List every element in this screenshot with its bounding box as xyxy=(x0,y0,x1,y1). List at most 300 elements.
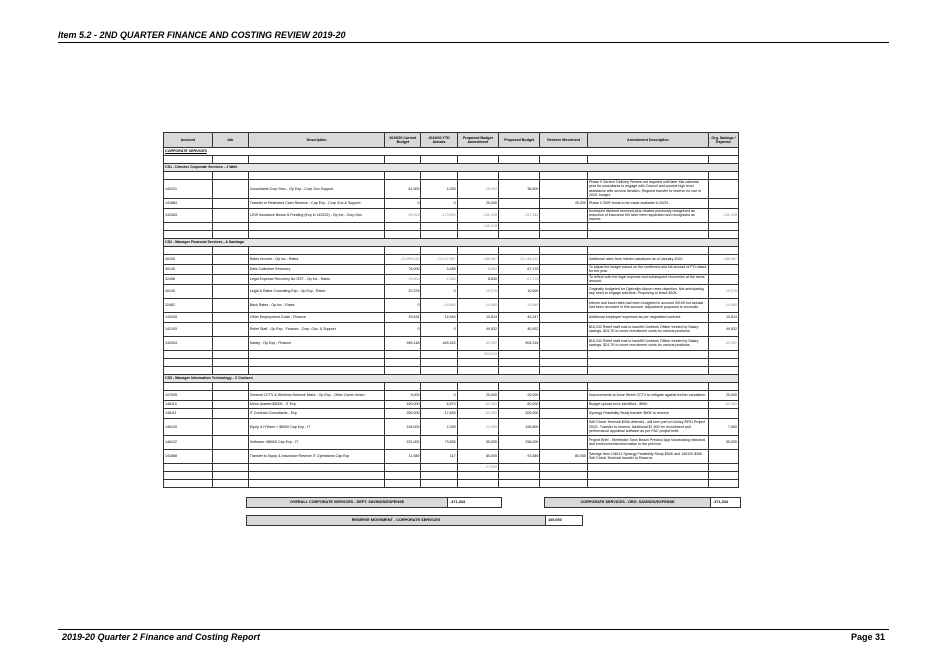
proposed-budget-cell: 10,000 xyxy=(499,284,540,298)
account-cell: 146110 xyxy=(164,400,213,408)
empty-cell xyxy=(212,358,248,366)
amendment-description-cell: Phase II SDR funds to be made available in 20/21. xyxy=(587,198,708,208)
col-org-savings-header: Org. Savings / Expense xyxy=(708,133,738,148)
group-title-row xyxy=(164,374,739,382)
amendment-description-cell: Self Check Terminal $30k deferred - will form part of Library RFID Project 20/21. Transfer to reserve. Additional $7,500 for recruitment and performance appraisal software as per P&C project brief. xyxy=(587,418,708,435)
amendment-cell: -140,418 xyxy=(457,208,498,222)
empty-cell xyxy=(708,463,738,471)
empty-cell xyxy=(421,246,457,254)
current-budget-cell: 945,148 xyxy=(385,336,421,350)
empty-cell xyxy=(708,246,738,254)
ytd-actuals-cell: 449,422 xyxy=(421,336,457,350)
amendment-cell: -25,000 xyxy=(457,180,498,199)
empty-cell xyxy=(164,246,213,254)
empty-cell xyxy=(421,479,457,487)
empty-cell xyxy=(587,246,708,254)
empty-cell xyxy=(540,230,588,238)
amendment-cell: -50,000 xyxy=(457,408,498,418)
table-row xyxy=(164,180,739,199)
empty-cell xyxy=(587,222,708,230)
footer-report-title: 2019-20 Quarter 2 Finance and Costing Report xyxy=(62,632,261,642)
org-savings-cell xyxy=(708,180,738,199)
reserve-total-box xyxy=(246,515,583,526)
empty-cell xyxy=(421,350,457,358)
empty-cell xyxy=(164,156,213,164)
org-savings-cell: 10,813 xyxy=(708,312,738,322)
empty-cell xyxy=(385,350,421,358)
empty-cell xyxy=(212,471,248,479)
org-savings-cell: 35,000 xyxy=(708,435,738,449)
job-cell xyxy=(212,254,248,264)
current-budget-cell: -22,959,445 xyxy=(385,254,421,264)
org-savings-cell xyxy=(708,264,738,274)
account-cell: 142004 xyxy=(164,336,213,350)
empty-cell xyxy=(164,350,213,358)
amendment-description-cell: Originally budgeted for Djarindjin Airport rates objection. Not anticipating any need to engage solicitors. Proposing to leave $10K. xyxy=(587,284,708,298)
reserve-movement-cell xyxy=(540,208,588,222)
account-cell: 142193 xyxy=(164,322,213,336)
job-cell xyxy=(212,400,248,408)
empty-cell xyxy=(248,471,385,479)
current-budget-cell: 250,000 xyxy=(385,408,421,418)
table-row xyxy=(164,390,739,400)
proposed-budget-cell: -67,170 xyxy=(499,274,540,284)
ytd-actuals-cell: 6,570 xyxy=(421,400,457,408)
current-budget-cell: 9,000 xyxy=(385,390,421,400)
table-row xyxy=(164,322,739,336)
group-subtotal-row xyxy=(164,350,739,358)
empty-cell xyxy=(385,246,421,254)
empty-cell xyxy=(499,172,540,180)
proposed-budget-cell: 29,000 xyxy=(499,390,540,400)
org-total-value: -371,334 xyxy=(713,500,728,504)
table-row xyxy=(164,264,739,274)
empty-cell xyxy=(212,222,248,230)
table-body xyxy=(164,148,739,488)
proposed-budget-cell: -14,880 xyxy=(499,298,540,312)
description-cell: Other Employment Costs - Finance xyxy=(248,312,385,322)
account-cell: 30149 xyxy=(164,284,213,298)
empty-cell xyxy=(248,246,385,254)
table-row xyxy=(164,274,739,284)
job-cell xyxy=(212,180,248,199)
empty-cell xyxy=(540,222,588,230)
empty-cell xyxy=(164,366,213,374)
empty-cell xyxy=(708,350,738,358)
proposed-budget-cell: 67,170 xyxy=(499,264,540,274)
org-total-label: CORPORATE SERVICES - ORG. SAVINGS/EXPENSE xyxy=(545,498,711,507)
ytd-actuals-cell: -14,880 xyxy=(421,298,457,312)
reserve-movement-cell xyxy=(540,274,588,284)
empty-cell xyxy=(708,382,738,390)
empty-cell xyxy=(587,358,708,366)
current-budget-cell: 150,000 xyxy=(385,400,421,408)
empty-cell xyxy=(212,366,248,374)
empty-cell xyxy=(385,471,421,479)
current-budget-cell: 218,000 xyxy=(385,418,421,435)
empty-cell xyxy=(587,366,708,374)
amendment-cell: -90,000 xyxy=(457,400,498,408)
empty-cell xyxy=(540,358,588,366)
org-savings-cell xyxy=(708,198,738,208)
current-budget-cell: 0 xyxy=(385,298,421,312)
org-savings-cell: -14,880 xyxy=(708,298,738,312)
empty-cell xyxy=(164,479,213,487)
empty-cell xyxy=(421,222,457,230)
current-budget-cell: -96,924 xyxy=(385,208,421,222)
reserve-movement-cell xyxy=(540,254,588,264)
account-cell: 30145 xyxy=(164,264,213,274)
reserve-total-value: 105,000 xyxy=(548,518,562,522)
proposed-budget-cell: 40,247 xyxy=(499,312,540,322)
table-row xyxy=(164,208,739,222)
empty-cell xyxy=(164,471,213,479)
reserve-movement-cell: 25,000 xyxy=(540,198,588,208)
reserve-movement-cell xyxy=(540,322,588,336)
empty-cell xyxy=(708,156,738,164)
group-title: CS1 - Director Corporate Services - J Watt xyxy=(164,164,739,172)
org-savings-cell: -90,000 xyxy=(708,400,738,408)
reserve-movement-cell xyxy=(540,435,588,449)
job-cell xyxy=(212,435,248,449)
amendment-cell: -14,880 xyxy=(457,298,498,312)
account-cell: 30105 xyxy=(164,254,213,264)
empty-cell xyxy=(385,463,421,471)
ytd-actuals-cell: 0 xyxy=(421,284,457,298)
account-cell: 142039 xyxy=(164,312,213,322)
description-cell: Software >$5000 Cap Exp - IT xyxy=(248,435,385,449)
current-budget-cell: 29,434 xyxy=(385,312,421,322)
empty-cell xyxy=(587,471,708,479)
empty-cell xyxy=(499,463,540,471)
job-cell xyxy=(212,449,248,463)
account-cell: 142283 xyxy=(164,208,213,222)
amendment-description-cell: Increased dividend received plus rebates previously recognised as reduction of insurance bill have been separated and recognised as income. xyxy=(587,208,708,222)
empty-cell xyxy=(212,156,248,164)
description-cell: Salary - Op Exp - Finance xyxy=(248,336,385,350)
empty-cell xyxy=(540,479,588,487)
job-cell xyxy=(212,208,248,222)
empty-cell xyxy=(248,222,385,230)
ytd-actuals-cell: 15,944 xyxy=(421,312,457,322)
job-cell xyxy=(212,264,248,274)
amendment-cell: -40,932 xyxy=(457,336,498,350)
reserve-movement-cell xyxy=(540,312,588,322)
org-savings-cell xyxy=(708,274,738,284)
proposed-budget-cell: 36,500 xyxy=(499,180,540,199)
org-total-box xyxy=(544,497,741,508)
reserve-movement-cell xyxy=(540,336,588,350)
empty-cell xyxy=(587,479,708,487)
ytd-actuals-cell: 3,455 xyxy=(421,264,457,274)
amendment-cell: -22,500 xyxy=(457,418,498,435)
spacer-row xyxy=(164,156,739,164)
job-cell xyxy=(212,390,248,400)
empty-cell xyxy=(499,222,540,230)
org-savings-cell: 40,932 xyxy=(708,322,738,336)
proposed-budget-cell: 256,000 xyxy=(499,435,540,449)
group-subtotal: -27,500 xyxy=(457,463,498,471)
account-cell: 142231 xyxy=(164,180,213,199)
group-title: CS5 - Manager Information Technology - C Coulson xyxy=(164,374,739,382)
col-ytd-actuals-header: 2019/20 YTD Actuals xyxy=(421,133,457,148)
amendment-cell: 35,000 xyxy=(457,435,498,449)
empty-cell xyxy=(540,246,588,254)
empty-cell xyxy=(499,156,540,164)
description-cell: Relief Staff - Op Exp - Finance - Corp. Gov. & Support xyxy=(248,322,385,336)
empty-cell xyxy=(248,350,385,358)
col-amendment-description-header: Amendment Description xyxy=(587,133,708,148)
description-cell: Back Rates - Op Inc - Rates xyxy=(248,298,385,312)
spacer-row xyxy=(164,479,739,487)
empty-cell xyxy=(385,358,421,366)
empty-cell xyxy=(248,382,385,390)
ytd-actuals-cell: 4,393 xyxy=(421,180,457,199)
empty-cell xyxy=(457,382,498,390)
page-header-title: Item 5.2 - 2ND QUARTER FINANCE AND COSTING REVIEW 2019-20 xyxy=(58,30,346,40)
spacer-row xyxy=(164,366,739,374)
col-description-header: Description xyxy=(248,133,385,148)
footer-rule xyxy=(58,629,889,630)
spacer-row xyxy=(164,230,739,238)
org-savings-cell: -40,932 xyxy=(708,336,738,350)
empty-cell xyxy=(248,172,385,180)
empty-cell xyxy=(708,172,738,180)
amendment-description-cell: Synergy Feasibility Study transfer $50K to reserve xyxy=(587,408,708,418)
amendment-cell: 40,932 xyxy=(457,322,498,336)
ytd-actuals-cell: 17,635 xyxy=(421,408,457,418)
table-row xyxy=(164,408,739,418)
empty-cell xyxy=(421,382,457,390)
empty-cell xyxy=(385,230,421,238)
account-cell: 107035 xyxy=(164,390,213,400)
table-row xyxy=(164,418,739,435)
amendment-description-cell: Additional rates from interim valuations as of January 2020. xyxy=(587,254,708,264)
amendment-description-cell: Improvements to Anne Street CCTV to mitigate against further vandalism. xyxy=(587,390,708,400)
current-budget-cell: 0 xyxy=(385,322,421,336)
account-cell: 146111 xyxy=(164,408,213,418)
empty-cell xyxy=(708,471,738,479)
amendment-description-cell: $16,232 Relief staff cost to backfill Creditors Officer funded by Salary savings. $24.7K to cover recruitment costs for various positions. xyxy=(587,322,708,336)
amendment-description-cell: Interim and back rates had been budgeted in account 30105 but actuals had been recorded in this account. Adjustment proposed to reconcile. xyxy=(587,298,708,312)
proposed-budget-cell: 200,000 xyxy=(499,408,540,418)
job-cell xyxy=(212,274,248,284)
empty-cell xyxy=(164,172,213,180)
description-cell: Transfer to Equip & Insurance Reserve IT Operations Cap Exp xyxy=(248,449,385,463)
empty-cell xyxy=(248,156,385,164)
current-budget-cell: 61,500 xyxy=(385,180,421,199)
ytd-actuals-cell: 117 xyxy=(421,449,457,463)
amendment-cell: 10,813 xyxy=(457,312,498,322)
empty-cell xyxy=(421,156,457,164)
empty-cell xyxy=(708,358,738,366)
description-cell: Debt Collection Recovery xyxy=(248,264,385,274)
empty-cell xyxy=(587,463,708,471)
current-budget-cell: 0 xyxy=(385,198,421,208)
amendment-cell: 8,830 xyxy=(457,274,498,284)
account-cell: 141888 xyxy=(164,449,213,463)
amendment-cell: -8,830 xyxy=(457,264,498,274)
empty-cell xyxy=(164,222,213,230)
proposed-budget-cell: -237,342 xyxy=(499,208,540,222)
table-row xyxy=(164,254,739,264)
proposed-budget-cell: 904,216 xyxy=(499,336,540,350)
ytd-actuals-cell: 0 xyxy=(421,198,457,208)
empty-cell xyxy=(457,156,498,164)
job-cell xyxy=(212,284,248,298)
table-row xyxy=(164,312,739,322)
amendment-description-cell: Savings from 146111 Synergy Feasibility Study $50K and 146120 $30K Self Check Terminal transfer to Reserve. xyxy=(587,449,708,463)
empty-cell xyxy=(212,350,248,358)
header-rule xyxy=(58,42,889,43)
dept-total-value: -371,334 xyxy=(450,500,465,504)
description-cell: Transfer to Restricted Cash Reserve - Cap Exp - Corp Gov & Support xyxy=(248,198,385,208)
empty-cell xyxy=(212,463,248,471)
empty-cell xyxy=(457,230,498,238)
amendment-description-cell: To adjust the budget based on the confirmed and full amount of PO raised for the year. xyxy=(588,264,707,274)
empty-cell xyxy=(421,172,457,180)
table-row xyxy=(164,284,739,298)
empty-cell xyxy=(540,172,588,180)
job-cell xyxy=(212,336,248,350)
empty-cell xyxy=(457,172,498,180)
empty-cell xyxy=(587,230,708,238)
col-proposed-budget-header: Proposed Budget xyxy=(499,133,540,148)
empty-cell xyxy=(499,358,540,366)
amendment-cell: -10,376 xyxy=(457,284,498,298)
table-row xyxy=(164,449,739,463)
empty-cell xyxy=(421,471,457,479)
group-subtotal: -203,410 xyxy=(457,350,498,358)
reserve-movement-cell xyxy=(540,284,588,298)
col-account-header: Account xyxy=(164,133,213,148)
empty-cell xyxy=(540,471,588,479)
empty-cell xyxy=(248,463,385,471)
empty-cell xyxy=(499,471,540,479)
current-budget-cell: 76,000 xyxy=(385,264,421,274)
org-savings-cell: -140,418 xyxy=(708,208,738,222)
org-savings-cell xyxy=(708,449,738,463)
table-row xyxy=(164,400,739,408)
proposed-budget-cell: -23,148,412 xyxy=(499,254,540,264)
amendment-description-cell: Phase II Service Delivery Review not required until later this calendar year for consultants to engage with Council and provide high level assistance with second iteration. Request transfer to reserve for use in 20/21 budget. xyxy=(587,180,708,199)
col-budget-amendment-header: Proposed Budget Amendment xyxy=(457,133,498,148)
spacer-row xyxy=(164,382,739,390)
empty-cell xyxy=(499,366,540,374)
spacer-row xyxy=(164,172,739,180)
empty-cell xyxy=(457,479,498,487)
current-budget-cell: 221,000 xyxy=(385,435,421,449)
description-cell: Rates Income - Op Inc - Rates xyxy=(248,254,385,264)
empty-cell xyxy=(587,382,708,390)
current-budget-cell: 20,376 xyxy=(385,284,421,298)
reserve-movement-cell xyxy=(540,264,588,274)
reserve-movement-cell xyxy=(540,408,588,418)
empty-cell xyxy=(421,366,457,374)
empty-cell xyxy=(457,358,498,366)
table-row xyxy=(164,435,739,449)
empty-cell xyxy=(421,230,457,238)
description-cell: Legal Expense Recovery No GST - Op Inc - Rates xyxy=(248,274,385,284)
job-cell xyxy=(212,298,248,312)
empty-cell xyxy=(708,479,738,487)
empty-cell xyxy=(212,230,248,238)
job-cell xyxy=(212,198,248,208)
empty-cell xyxy=(212,479,248,487)
table-row xyxy=(164,336,739,350)
table-row xyxy=(164,298,739,312)
amendment-cell: 80,000 xyxy=(457,449,498,463)
account-cell: 146122 xyxy=(164,435,213,449)
table-row xyxy=(164,198,739,208)
description-cell: General CCTV & Wireless Network Maint - Op Exp - Other Comm Amen xyxy=(248,390,385,400)
empty-cell xyxy=(499,382,540,390)
description-cell: Consultants Corp Serv - Op Exp - Corp Gov Support xyxy=(248,180,385,199)
col-reserve-movement-header: Reserve Movement xyxy=(540,133,588,148)
empty-cell xyxy=(248,479,385,487)
job-cell xyxy=(212,408,248,418)
amendment-cell: 20,000 xyxy=(457,390,498,400)
reserve-movement-cell: 80,000 xyxy=(540,449,588,463)
empty-cell xyxy=(385,222,421,230)
table-header-row xyxy=(164,133,739,148)
group-title: CS2 - Manager Financial Services - A Santiago xyxy=(164,238,739,246)
empty-cell xyxy=(499,479,540,487)
empty-cell xyxy=(587,172,708,180)
reserve-movement-cell xyxy=(540,400,588,408)
proposed-budget-cell: 60,000 xyxy=(499,400,540,408)
proposed-budget-cell: 40,932 xyxy=(499,322,540,336)
reserve-movement-cell xyxy=(540,418,588,435)
empty-cell xyxy=(499,230,540,238)
empty-cell xyxy=(164,463,213,471)
amendment-cell: -188,967 xyxy=(457,254,498,264)
ytd-actuals-cell: 0 xyxy=(421,390,457,400)
section-title: CORPORATE SERVICES xyxy=(164,148,739,156)
description-cell: Legal & Rates Consulting Exp - Op Exp - Rates xyxy=(248,284,385,298)
empty-cell xyxy=(540,366,588,374)
group-subtotal: -140,418 xyxy=(457,222,498,230)
empty-cell xyxy=(385,172,421,180)
org-savings-cell: 7,500 xyxy=(708,418,738,435)
description-cell: Equip & H'Ware > $5000 Cap Exp - IT xyxy=(248,418,385,435)
org-savings-cell xyxy=(708,408,738,418)
description-cell: LGIS Insurance Bonus & Funding (Exp in 142232) - Op Inc - Corp Gov xyxy=(248,208,385,222)
proposed-budget-cell: 91,589 xyxy=(499,449,540,463)
amendment-cell: 25,000 xyxy=(457,198,498,208)
account-cell: 141884 xyxy=(164,198,213,208)
col-job-header: Job xyxy=(212,133,248,148)
empty-cell xyxy=(248,230,385,238)
empty-cell xyxy=(212,246,248,254)
account-cell: 146120 xyxy=(164,418,213,435)
section-title-row xyxy=(164,148,739,156)
org-savings-cell: -188,967 xyxy=(708,254,738,264)
current-budget-cell: -76,000 xyxy=(385,274,421,284)
amendment-description-cell: Project Brief - Streetwise Town Beach Precinct App showcasing historical and environmental information in the precinct. xyxy=(587,435,708,449)
reserve-movement-cell xyxy=(540,390,588,400)
ytd-actuals-cell: -4,385 xyxy=(421,274,457,284)
empty-cell xyxy=(540,156,588,164)
dept-total-box xyxy=(246,497,502,508)
description-cell: Minor Assets<$5000 - IT Exp xyxy=(248,400,385,408)
empty-cell xyxy=(540,463,588,471)
spacer-row xyxy=(164,246,739,254)
amendment-description-cell: $16,232 Relief staff cost to backfill Creditors Officer funded by Salary savings. $24.7K to cover recruitment costs for various positions. xyxy=(587,336,708,350)
ytd-actuals-cell: 73,835 xyxy=(421,435,457,449)
footer-page-number: Page 31 xyxy=(850,632,885,642)
empty-cell xyxy=(421,463,457,471)
